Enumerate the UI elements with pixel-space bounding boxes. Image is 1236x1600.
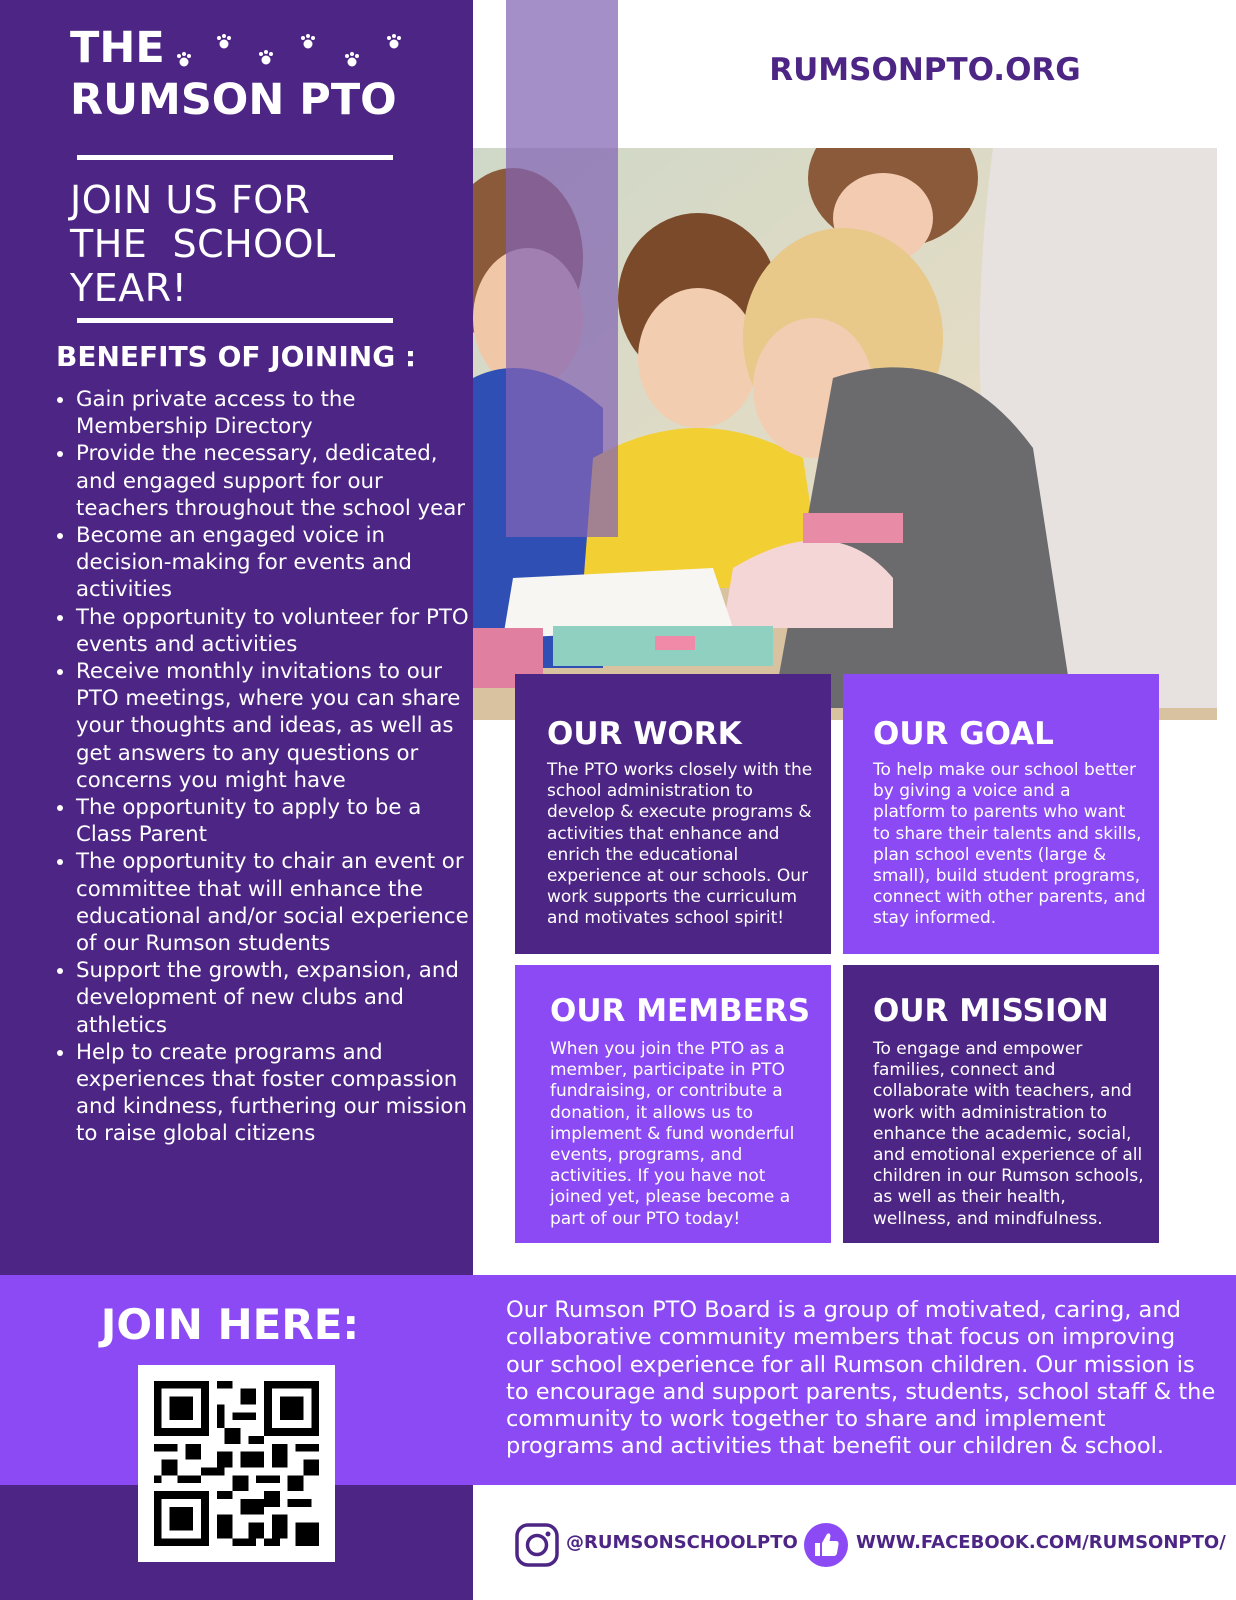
join-us-line: YEAR!	[70, 266, 188, 310]
list-item: • Receive monthly invitations to our PTO meetings, where you can share your thoughts and ideas, as well as get answers to any questions or concerns you might have	[76, 658, 481, 794]
paw-prints-decoration	[170, 30, 420, 75]
paw-icon	[301, 34, 315, 49]
join-us-line: THE SCHOOL	[70, 222, 336, 266]
list-item: • Help to create programs and experiences that foster compassion and kindness, furthering our mission to raise global citizens	[76, 1039, 481, 1148]
list-item: • Become an engaged voice in decision-making for events and activities	[76, 522, 481, 604]
card-our-mission	[843, 965, 1159, 1243]
paw-icon	[387, 34, 401, 49]
photo-color-overlay	[506, 0, 618, 537]
list-item: • Provide the necessary, dedicated, and engaged support for our teachers throughout the school year	[76, 440, 481, 522]
card-body: The PTO works closely with the school administration to develop & execute programs & activities that enhance and enrich the educational experience at our schools. Our work supports the curriculum and motivates school spirit!	[547, 760, 813, 929]
join-here-heading: JOIN HERE:	[100, 1300, 360, 1349]
facebook-link[interactable]: WWW.FACEBOOK.COM/RUMSONPTO/	[856, 1532, 1226, 1553]
title-line2: RUMSON PTO	[70, 75, 397, 125]
list-item: • The opportunity to chair an event or committee that will enhance the educational and/or social experience of our Rumson students	[76, 848, 481, 957]
benefits-title: BENEFITS OF JOINING :	[56, 340, 417, 373]
instagram-handle[interactable]: @RUMSONSCHOOLPTO	[566, 1532, 798, 1553]
card-title: OUR GOAL	[873, 716, 1054, 752]
list-item: • The opportunity to apply to be a Class Parent	[76, 794, 481, 848]
list-item: • Support the growth, expansion, and development of new clubs and athletics	[76, 957, 481, 1039]
instagram-icon[interactable]	[514, 1522, 560, 1568]
card-our-members	[515, 965, 831, 1243]
divider-bottom	[77, 318, 393, 323]
card-body: To help make our school better by giving a voice and a platform to parents who want to share their talents and skills, plan school events (large & small), build student programs, connect with other parents, and stay informed.	[873, 760, 1146, 929]
facebook-like-icon[interactable]	[803, 1522, 849, 1568]
card-body: To engage and empower families, connect and collaborate with teachers, and work with administration to enhance the academic, social, and emotional experience of all children in our Rumson schools, as well as their health, wellness, and mindfulness.	[873, 1039, 1144, 1229]
qr-code[interactable]	[138, 1365, 335, 1562]
website-link[interactable]: RUMSONPTO.ORG	[769, 52, 1081, 88]
list-item: • Gain private access to the Membership Directory	[76, 386, 481, 440]
card-our-goal	[843, 674, 1159, 954]
benefits-list	[50, 386, 481, 1148]
qr-code-graphic	[138, 1365, 335, 1562]
board-description: Our Rumson PTO Board is a group of motivated, caring, and collaborative community members that focus on improving our school experience for all Rumson children. Our mission is to encourage and support parents, students, school staff & the community to work together to share and implement programs and activities that benefit our children & school.	[506, 1297, 1216, 1460]
card-title: OUR WORK	[547, 716, 742, 752]
paw-icon	[217, 34, 231, 49]
card-title: OUR MISSION	[873, 993, 1109, 1029]
paw-icon	[345, 52, 359, 67]
join-us-line: JOIN US FOR	[70, 178, 311, 222]
paw-icon	[259, 50, 273, 65]
list-item: • The opportunity to volunteer for PTO events and activities	[76, 604, 481, 658]
divider-top	[77, 155, 393, 160]
join-us-heading	[70, 178, 336, 310]
title-line1: THE	[70, 23, 165, 73]
paw-icon	[177, 52, 191, 67]
card-our-work	[515, 674, 831, 954]
card-title: OUR MEMBERS	[550, 993, 811, 1029]
card-body: When you join the PTO as a member, participate in PTO fundraising, or contribute a donation, it allows us to implement & fund wonderful events, programs, and activities. If you have not joined yet, please become a part of our PTO today!	[550, 1039, 795, 1229]
